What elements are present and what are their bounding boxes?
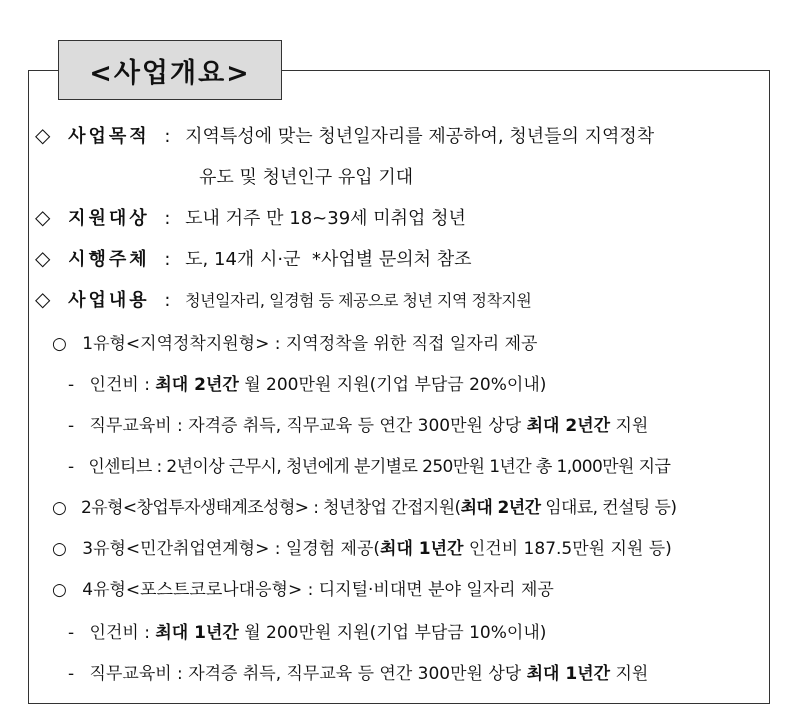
circle-bullet-icon: ○	[52, 334, 67, 354]
type3-text: 3유형<민간취업연계형> : 일경험 제공(	[82, 539, 381, 559]
type3-emphasis: 최대 1년간	[380, 539, 464, 559]
item-text-after: 지원	[610, 664, 649, 684]
circle-bullet-icon: ○	[52, 539, 67, 559]
section-colon: :	[164, 290, 171, 311]
type1-item-incentive	[68, 452, 670, 477]
section-text: 도, 14개 시·군 *사업별 문의처 참조	[185, 249, 472, 270]
section-text-continued: 유도 및 청년인구 유입 기대	[199, 167, 414, 188]
type4-item-labor	[68, 618, 546, 643]
dash-bullet: -	[68, 623, 75, 643]
item-text-after: 지원	[610, 416, 649, 436]
item-text: 인건비 :	[89, 375, 156, 395]
item-text-after: 월 200만원 지원(기업 부담금 20%이내)	[238, 375, 547, 395]
dash-bullet: -	[68, 375, 75, 395]
section-colon: :	[164, 126, 171, 147]
section-text: 도내 거주 만 18~39세 미취업 청년	[185, 208, 466, 229]
title-box	[58, 40, 282, 100]
dash-bullet: -	[68, 457, 74, 477]
type2-text: 2유형<창업투자생태계조성형> : 청년창업 간접지원(	[81, 498, 461, 518]
section-target	[35, 204, 466, 230]
item-text: 인건비 :	[89, 623, 156, 643]
type2-line	[52, 493, 676, 518]
section-label: 사업내용	[68, 290, 150, 311]
section-operator	[35, 245, 472, 271]
item-emphasis: 최대 1년간	[526, 664, 611, 684]
type4-item-training	[68, 659, 648, 684]
type4-text: 4유형<포스트코로나대응형> : 디지털·비대면 분야 일자리 제공	[82, 580, 554, 600]
section-label: 사업목적	[68, 126, 150, 147]
type3-text-after: 인건비 187.5만원 지원 등)	[463, 539, 672, 559]
section-content	[35, 286, 531, 312]
section-label: 시행주체	[68, 249, 150, 270]
item-text: 직무교육비 : 자격증 취득, 직무교육 등 연간 300만원 상당	[89, 416, 527, 436]
type1-text: 1유형<지역정착지원형> : 지역정착을 위한 직접 일자리 제공	[82, 334, 538, 354]
circle-bullet-icon: ○	[52, 498, 67, 518]
item-text: 직무교육비 : 자격증 취득, 직무교육 등 연간 300만원 상당	[89, 664, 527, 684]
item-emphasis: 최대 1년간	[155, 623, 239, 643]
diamond-bullet-icon: ◇	[35, 123, 51, 147]
section-colon: :	[164, 249, 171, 270]
section-text: 청년일자리, 일경험 등 제공으로 청년 지역 정착지원	[185, 291, 532, 310]
type4-line	[52, 575, 554, 600]
type3-line	[52, 534, 672, 559]
item-emphasis: 최대 2년간	[155, 375, 239, 395]
dash-bullet: -	[68, 664, 75, 684]
diamond-bullet-icon: ◇	[35, 287, 51, 311]
type1-line	[52, 329, 537, 354]
diamond-bullet-icon: ◇	[35, 246, 51, 270]
circle-bullet-icon: ○	[52, 580, 67, 600]
page-title: <사업개요>	[89, 57, 251, 89]
item-emphasis: 최대 2년간	[526, 416, 611, 436]
type1-item-training	[68, 411, 648, 436]
item-text: 인센티브 : 2년이상 근무시, 청년에게 분기별로 250만원 1년간 총 1,000만원 지급	[88, 457, 671, 477]
type2-emphasis: 최대 2년간	[460, 498, 541, 518]
section-label: 지원대상	[68, 208, 150, 229]
section-purpose	[35, 122, 654, 148]
diamond-bullet-icon: ◇	[35, 205, 51, 229]
type1-item-labor	[68, 370, 546, 395]
section-text: 지역특성에 맞는 청년일자리를 제공하여, 청년들의 지역정착	[185, 126, 655, 147]
section-purpose-continued	[199, 163, 413, 189]
section-colon: :	[164, 208, 171, 229]
dash-bullet: -	[68, 416, 75, 436]
type2-text-after: 임대료, 컨설팅 등)	[540, 498, 677, 518]
item-text-after: 월 200만원 지원(기업 부담금 10%이내)	[238, 623, 547, 643]
